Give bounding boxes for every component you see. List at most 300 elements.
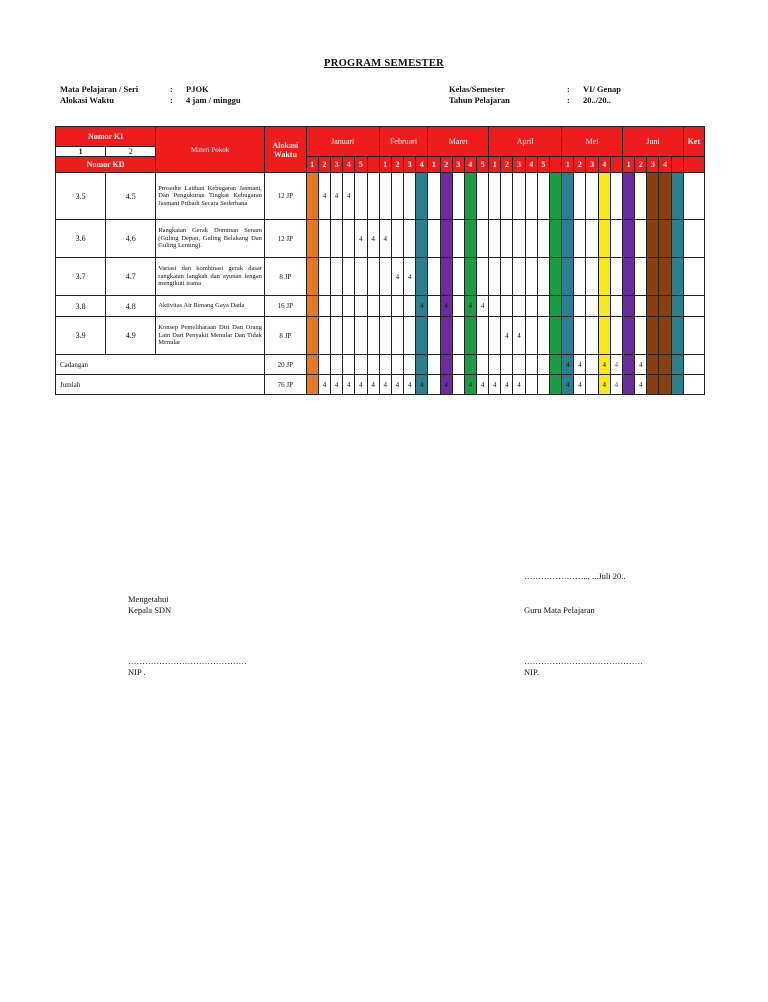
week-cell [671,355,683,375]
week-cell [586,375,598,395]
week-cell [331,220,343,258]
week-cell [623,317,635,355]
header-week: 5 [355,157,367,173]
week-cell [476,375,488,395]
week-cell [537,317,549,355]
ket-cell [683,258,704,296]
week-cell [403,355,415,375]
kd-number: 4.7 [106,258,156,296]
alokasi-waktu: 12 JP [264,173,306,220]
jp-mark: 4 [578,360,582,369]
jp-mark: 4 [578,380,582,389]
week-cell [403,258,415,296]
jp-mark: 4 [505,331,509,340]
week-cell [623,375,635,395]
week-cell [513,375,525,395]
week-cell [598,296,610,317]
week-cell [525,173,537,220]
week-cell [318,173,330,220]
info-value: VI/ Genap [583,84,622,94]
week-cell [671,375,683,395]
header-week: 1 [379,157,391,173]
week-cell [489,173,501,220]
jumlah-row [56,375,705,395]
header-week: 1 [428,157,440,173]
jp-mark: 4 [566,360,570,369]
header-week: 4 [343,157,355,173]
header-gap [671,157,683,173]
week-cell [537,355,549,375]
jp-mark: 4 [322,192,327,200]
week-cell [440,173,452,220]
week-cell [513,317,525,355]
jp-mark: 4 [359,234,363,243]
jp-mark: 4 [639,360,643,369]
alokasi-waktu: 12 JP [264,220,306,258]
header-month: Februari [379,127,428,157]
week-cell [464,173,476,220]
week-cell [355,173,367,220]
week-cell [489,317,501,355]
alokasi-waktu: 8 JP [264,258,306,296]
week-cell [623,220,635,258]
info-row-mapel [60,84,326,95]
header-week: 4 [598,157,610,173]
week-cell [331,355,343,375]
week-cell [489,258,501,296]
materi-pokok: Konsep Pemeliharaan Diri Dan Orang Lain Dari Penyakit Menular Dan Tidak Menular [156,317,265,355]
header-week: 2 [574,157,586,173]
ki-number: 2 [106,147,156,157]
signature-dotline: …………………………………… [524,656,643,666]
week-cell [671,173,683,220]
kd-number: 4.9 [106,317,156,355]
header-nomor-ki: Nomor KI [56,127,156,147]
week-cell [391,375,403,395]
week-cell [440,375,452,395]
jp-mark: 4 [334,192,339,200]
week-cell [525,375,537,395]
jp-mark: 4 [322,380,327,389]
week-cell [501,173,513,220]
signature-right-line [524,656,643,678]
week-cell [623,258,635,296]
page-title: PROGRAM SEMESTER [323,58,445,69]
week-cell [379,258,391,296]
info-value: 4 jam / minggu [186,95,241,105]
header-week: 1 [623,157,635,173]
week-cell [525,355,537,375]
week-cell [476,317,488,355]
week-cell [549,317,561,355]
jp-mark: 4 [614,360,619,369]
week-cell [598,317,610,355]
week-cell [537,173,549,220]
header-week: 3 [452,157,464,173]
ket-cell [683,296,704,317]
jp-mark: 4 [480,380,485,389]
week-cell [428,375,440,395]
jumlah-label: Jumlah [56,375,265,395]
info-colon: : [170,95,173,105]
info-label: Alokasi Waktu [60,95,114,105]
kd-number: 4.5 [106,173,156,220]
week-cell [452,258,464,296]
week-cell [659,173,671,220]
week-cell [525,258,537,296]
week-cell [416,355,428,375]
kd-number: 3.7 [56,258,106,296]
week-cell [452,173,464,220]
jp-mark: 4 [371,380,375,389]
week-cell [355,296,367,317]
kd-number: 3.8 [56,296,106,317]
week-cell [343,296,355,317]
week-cell [586,173,598,220]
signature-left-title: Mengetahui [128,594,169,604]
header-week: 2 [501,157,513,173]
week-cell [331,258,343,296]
week-cell [343,173,355,220]
week-cell [476,258,488,296]
week-cell [343,375,355,395]
week-cell [598,355,610,375]
week-cell [452,355,464,375]
week-cell [391,220,403,258]
header-week: 5 [476,157,488,173]
header-week: 3 [647,157,659,173]
header-week: 3 [331,157,343,173]
week-cell [562,296,574,317]
week-cell [391,355,403,375]
week-cell [416,375,428,395]
header-week: 3 [586,157,598,173]
week-cell [367,296,379,317]
week-cell [452,375,464,395]
week-cell [318,317,330,355]
jp-mark: 4 [468,302,473,310]
header-week: 4 [416,157,428,173]
week-cell [574,173,586,220]
week-cell [379,317,391,355]
week-cell [428,173,440,220]
week-cell [610,317,622,355]
week-cell [586,258,598,296]
week-cell [598,375,610,395]
header-week: 3 [403,157,415,173]
jp-mark: 4 [602,380,606,389]
header-gap [549,157,561,173]
week-cell [403,296,415,317]
week-cell [647,317,659,355]
jp-mark: 4 [602,360,606,369]
kd-number: 4.8 [106,296,156,317]
week-cell [501,296,513,317]
week-cell [574,296,586,317]
table-row [56,173,705,220]
week-cell [647,220,659,258]
week-cell [501,258,513,296]
week-cell [598,258,610,296]
week-cell [574,317,586,355]
header-materi-pokok: Materi Pokok [156,127,265,173]
week-cell [610,258,622,296]
week-cell [549,355,561,375]
week-cell [647,375,659,395]
week-cell [525,296,537,317]
week-cell [513,296,525,317]
week-cell [343,220,355,258]
week-cell [635,173,647,220]
signature-right-nip: NIP. [524,667,539,677]
week-cell [562,375,574,395]
jp-mark: 4 [419,302,424,310]
info-left [60,84,326,106]
kd-number: 3.6 [56,220,106,258]
jp-mark: 4 [371,234,375,243]
week-cell [452,220,464,258]
week-cell [331,296,343,317]
header-month: Januari [306,127,379,157]
header-week: 5 [537,157,549,173]
kd-number: 3.9 [56,317,106,355]
week-cell [610,375,622,395]
info-colon: : [567,84,570,94]
week-cell [379,296,391,317]
jp-mark: 4 [395,272,400,281]
week-cell [306,355,318,375]
header-week: 2 [318,157,330,173]
header-alokasi-waktu: Alokasi Waktu [264,127,306,173]
week-cell [537,375,549,395]
week-cell [306,296,318,317]
week-cell [464,296,476,317]
week-cell [379,220,391,258]
week-cell [355,317,367,355]
week-cell [635,355,647,375]
week-cell [647,173,659,220]
week-cell [416,258,428,296]
week-cell [403,317,415,355]
week-cell [659,258,671,296]
week-cell [586,296,598,317]
week-cell [440,220,452,258]
signature-dotline: …………………………………… [128,656,247,666]
week-cell [537,296,549,317]
cadangan-row [56,355,705,375]
week-cell [659,355,671,375]
header-nomor-kd: Nomor KD [56,157,156,173]
week-cell [379,173,391,220]
jp-mark: 4 [492,380,497,389]
table-row [56,317,705,355]
materi-pokok: Variasi dan kombinasi gerak dasar rangkaian langkah dan ayunan lengan mengikuti irama [156,258,265,296]
header-week: 4 [525,157,537,173]
alokasi-waktu: 20 JP [264,355,306,375]
week-cell [306,258,318,296]
week-cell [598,220,610,258]
header-ket-cell [683,157,704,173]
week-cell [318,296,330,317]
jp-mark: 4 [468,380,473,389]
week-cell [416,173,428,220]
week-cell [343,317,355,355]
week-cell [464,220,476,258]
week-cell [367,220,379,258]
week-cell [513,220,525,258]
week-cell [355,355,367,375]
week-cell [598,173,610,220]
jp-mark: 4 [444,302,448,310]
week-cell [562,355,574,375]
week-cell [452,317,464,355]
jp-mark: 4 [383,380,387,389]
ket-cell [683,355,704,375]
week-cell [623,173,635,220]
info-value: PJOK [186,84,209,94]
ki-number: 1 [56,147,106,157]
week-cell [464,355,476,375]
program-semester-table [55,126,705,395]
week-cell [343,258,355,296]
week-cell [355,375,367,395]
week-cell [574,220,586,258]
week-cell [574,355,586,375]
week-cell [610,173,622,220]
header-month: Maret [428,127,489,157]
week-cell [659,220,671,258]
table-row [56,258,705,296]
week-cell [391,258,403,296]
header-week: 1 [489,157,501,173]
week-cell [391,296,403,317]
week-cell [574,258,586,296]
week-cell [331,375,343,395]
week-cell [501,375,513,395]
week-cell [440,355,452,375]
week-cell [513,258,525,296]
info-value: 20../20.. [583,95,611,105]
week-cell [513,355,525,375]
week-cell [391,317,403,355]
signature-right [524,605,595,616]
jp-mark: 4 [480,302,485,310]
jp-mark: 4 [639,380,643,389]
week-cell [635,220,647,258]
week-cell [318,220,330,258]
materi-pokok: Aktivitas Air Renang Gaya Dada [156,296,265,317]
week-cell [586,355,598,375]
signature-right-role: Guru Mata Pelajaran [524,605,595,615]
week-cell [476,355,488,375]
week-cell [318,258,330,296]
jp-mark: 4 [444,380,448,389]
materi-pokok: Prosedur Latihan Kebugaran Jasmani, Dan Pengukuran Tingkat Kebugaran Jasmani Pribadi Secara Sederhana [156,173,265,220]
jp-mark: 4 [395,380,400,389]
header-week: 1 [562,157,574,173]
week-cell [464,258,476,296]
week-cell [647,296,659,317]
header-gap [610,157,622,173]
week-cell [671,296,683,317]
info-right [449,84,723,106]
week-cell [355,258,367,296]
week-cell [416,220,428,258]
week-cell [489,220,501,258]
jp-mark: 4 [347,192,351,200]
info-colon: : [567,95,570,105]
kd-number: 4.6 [106,220,156,258]
week-cell [416,296,428,317]
signature-left [128,594,171,616]
week-cell [428,220,440,258]
week-cell [635,296,647,317]
week-cell [623,355,635,375]
ket-cell [683,375,704,395]
jp-mark: 4 [517,380,521,389]
week-cell [306,173,318,220]
materi-pokok: Rangkaian Gerak Dominan Senam (Guling Depan, Guling Belakang Dan Guling Lenting). [156,220,265,258]
week-cell [513,173,525,220]
week-cell [501,220,513,258]
jp-mark: 4 [334,380,339,389]
week-cell [331,317,343,355]
jp-mark: 4 [517,331,521,340]
week-cell [464,317,476,355]
week-cell [318,355,330,375]
header-week: 4 [464,157,476,173]
week-cell [367,173,379,220]
week-cell [428,296,440,317]
week-cell [659,375,671,395]
jp-mark: 4 [614,380,619,389]
week-cell [671,258,683,296]
kd-number: 3.5 [56,173,106,220]
table-row [56,296,705,317]
header-ket: Ket [683,127,704,157]
week-cell [367,317,379,355]
week-cell [428,355,440,375]
week-cell [306,220,318,258]
week-cell [586,220,598,258]
week-cell [391,173,403,220]
week-cell [562,317,574,355]
header-week: 2 [391,157,403,173]
week-cell [501,317,513,355]
jp-mark: 4 [407,380,412,389]
signature-left-role: Kepala SDN [128,605,172,615]
week-cell [671,220,683,258]
week-cell [501,355,513,375]
week-cell [610,296,622,317]
week-cell [671,317,683,355]
header-week: 1 [306,157,318,173]
info-label: Tahun Pelajaran [449,95,510,105]
week-cell [525,220,537,258]
week-cell [623,296,635,317]
week-cell [440,296,452,317]
jp-mark: 4 [505,380,509,389]
alokasi-waktu: 76 JP [264,375,306,395]
week-cell [464,375,476,395]
week-cell [635,375,647,395]
jp-mark: 4 [566,380,570,389]
week-cell [367,355,379,375]
week-cell [440,258,452,296]
week-cell [586,317,598,355]
week-cell [659,296,671,317]
week-cell [416,317,428,355]
